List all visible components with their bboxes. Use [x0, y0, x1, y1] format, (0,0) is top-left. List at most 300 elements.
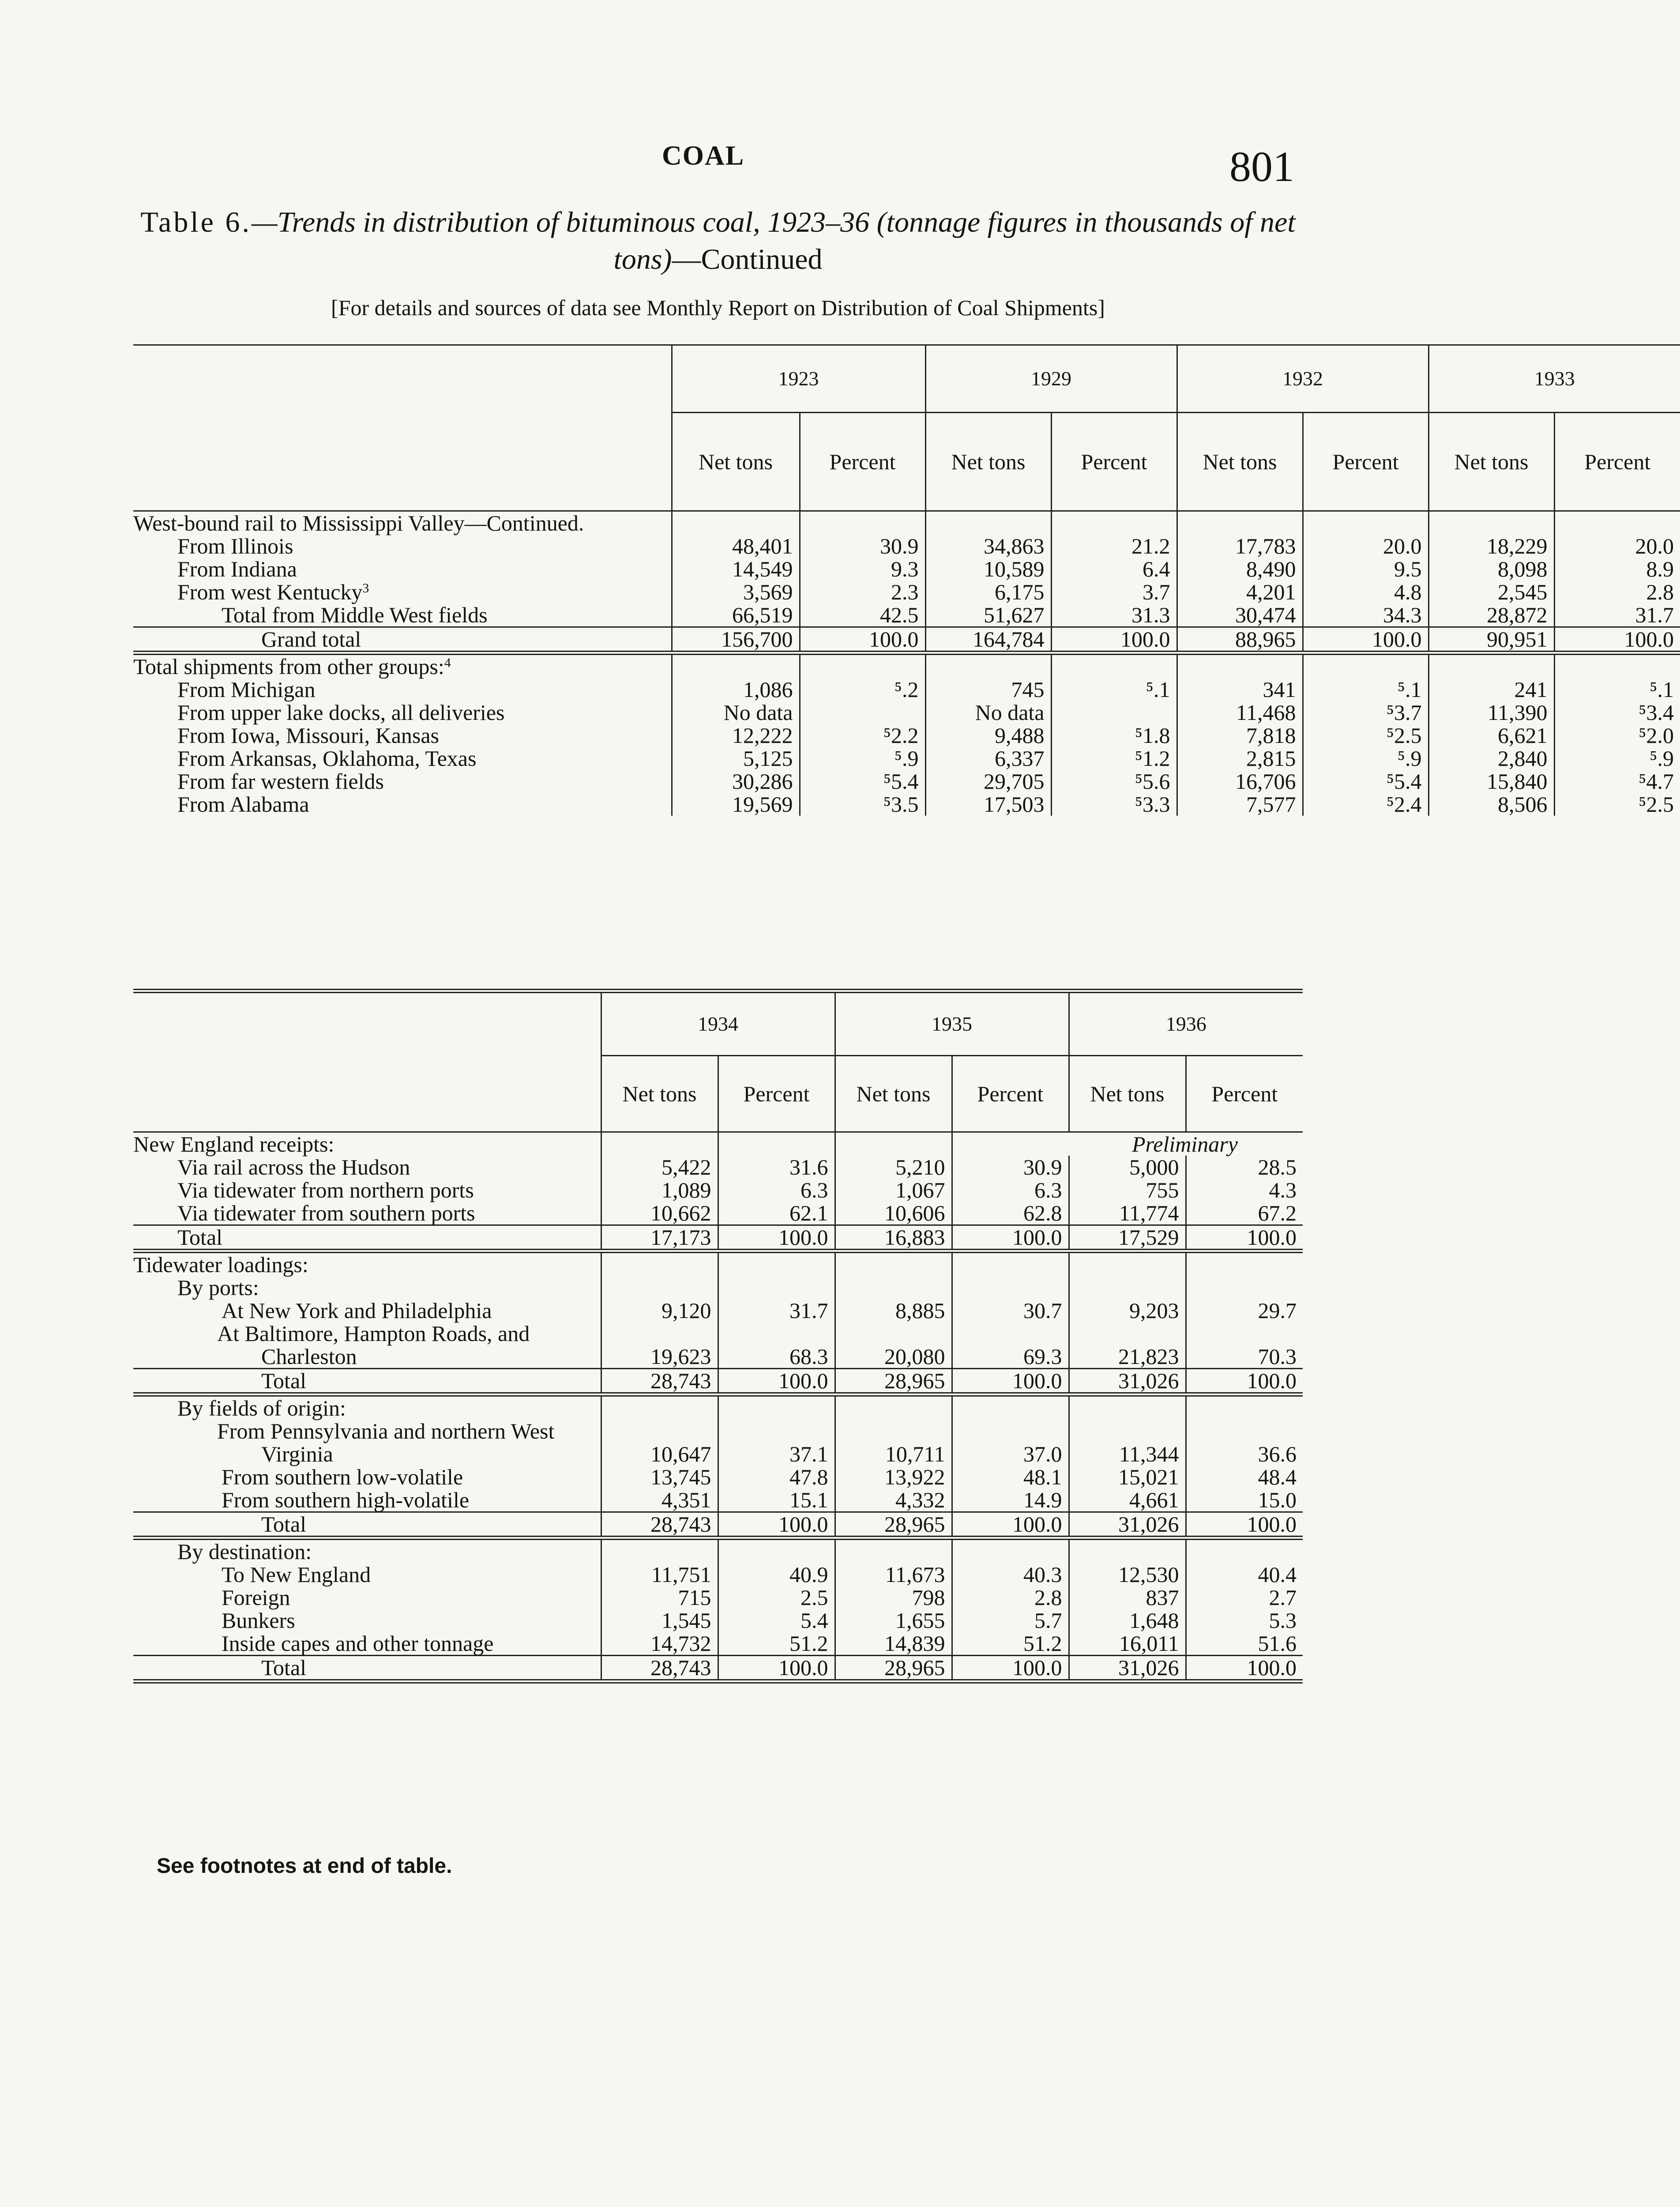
- stub-head: [133, 345, 672, 511]
- table-cell: 31,026: [1069, 1369, 1186, 1395]
- table-cell: [1428, 511, 1554, 535]
- row-label: [133, 557, 672, 580]
- row-label-text: From far western fields: [177, 769, 384, 794]
- table-cell: ⁵.2: [800, 678, 925, 701]
- table-cell: 47.8: [718, 1465, 835, 1488]
- row-label-text: From Illinois: [177, 534, 293, 558]
- row-label: [133, 1251, 601, 1276]
- row-label: [133, 724, 672, 747]
- row-label: [133, 580, 672, 603]
- table-cell: [1186, 1394, 1303, 1420]
- table-cell: ⁵3.3: [1051, 793, 1177, 816]
- table-cell: 17,173: [601, 1225, 718, 1251]
- table-cell: 3,569: [672, 580, 800, 603]
- row-label-text: Via rail across the Hudson: [177, 1155, 410, 1179]
- table-cell: 7,577: [1177, 793, 1303, 816]
- row-label: [133, 1132, 601, 1156]
- table-cell: 42.5: [800, 603, 925, 627]
- row-label-text: Total: [261, 1655, 307, 1680]
- year-header: 1923: [672, 345, 925, 413]
- row-label-text: At Baltimore, Hampton Roads, and Charleston: [217, 1321, 530, 1369]
- table-row: [133, 1586, 1303, 1609]
- table-cell: 68.3: [718, 1322, 835, 1369]
- table-row: [133, 1201, 1303, 1225]
- table-cell: 16,011: [1069, 1632, 1186, 1656]
- table-cell: [1554, 653, 1680, 678]
- table-cell: 51,627: [925, 603, 1051, 627]
- table-cell: 6.4: [1051, 557, 1177, 580]
- column-header: Net tons: [1069, 1056, 1186, 1132]
- table-cell: [1177, 511, 1303, 535]
- row-label-text: Inside capes and other tonnage: [222, 1631, 494, 1656]
- row-label-text: By destination:: [177, 1539, 312, 1564]
- table-cell: 100.0: [952, 1225, 1069, 1251]
- table-cell: 40.3: [952, 1563, 1069, 1586]
- row-label: [133, 511, 672, 535]
- table-cell: 11,751: [601, 1563, 718, 1586]
- table-cell: 48.4: [1186, 1465, 1303, 1488]
- table-cell: ⁵3.7: [1303, 701, 1428, 724]
- table-cell: [1186, 1251, 1303, 1276]
- table-cell: 1,089: [601, 1179, 718, 1201]
- row-label-text: From Pennsylvania and northern West Virginia: [217, 1419, 555, 1466]
- table-cell: 14,732: [601, 1632, 718, 1656]
- table-cell: 14,549: [672, 557, 800, 580]
- column-header: Percent: [1186, 1056, 1303, 1132]
- table-cell: [800, 653, 925, 678]
- table-cell: ⁵.1: [1051, 678, 1177, 701]
- table-cell: 67.2: [1186, 1201, 1303, 1225]
- table-cell: 10,606: [835, 1201, 952, 1225]
- table-cell: 29,705: [925, 770, 1051, 793]
- table-row: [133, 511, 1680, 535]
- table-cell: ⁵5.4: [800, 770, 925, 793]
- footnote-ref: 3: [362, 581, 369, 595]
- table-row: [133, 1512, 1303, 1538]
- table-cell: 20.0: [1554, 535, 1680, 557]
- table-cell: 9.3: [800, 557, 925, 580]
- table-cell: 2.5: [718, 1586, 835, 1609]
- table-cell: [718, 1394, 835, 1420]
- table-cell: ⁵1.2: [1051, 747, 1177, 770]
- page-number: 801: [1229, 143, 1294, 191]
- row-label: [133, 653, 672, 678]
- table-cell: 20.0: [1303, 535, 1428, 557]
- table-cell: 16,883: [835, 1225, 952, 1251]
- table-cell: 745: [925, 678, 1051, 701]
- table-cell: [952, 1251, 1069, 1276]
- table-row: [133, 747, 1680, 770]
- table-continued: —Continued: [672, 243, 823, 275]
- table-cell: 5,000: [1069, 1156, 1186, 1179]
- table-cell: 100.0: [718, 1656, 835, 1682]
- stub-head: [133, 991, 601, 1132]
- table-cell: [1303, 511, 1428, 535]
- table-cell: ⁵.1: [1554, 678, 1680, 701]
- table-cell: 5,210: [835, 1156, 952, 1179]
- table-row: [133, 1394, 1303, 1420]
- table-cell: 13,745: [601, 1465, 718, 1488]
- table-cell: 28,743: [601, 1656, 718, 1682]
- table-row: [133, 1632, 1303, 1656]
- table-cell: [835, 1276, 952, 1299]
- table-row: [133, 1251, 1303, 1276]
- year-header: 1934: [601, 991, 835, 1056]
- table-cell: 40.4: [1186, 1563, 1303, 1586]
- table-cell: 8.9: [1554, 557, 1680, 580]
- row-label: [133, 1512, 601, 1538]
- table-cell: [1303, 653, 1428, 678]
- table-cell: 30.9: [800, 535, 925, 557]
- row-label-text: From Arkansas, Oklahoma, Texas: [177, 746, 477, 771]
- year-header: 1932: [1177, 345, 1428, 413]
- row-label-text: From Iowa, Missouri, Kansas: [177, 723, 440, 748]
- table-cell: 3.7: [1051, 580, 1177, 603]
- table-cell: 31.3: [1051, 603, 1177, 627]
- row-label: [133, 1201, 601, 1225]
- table-cell: 30,286: [672, 770, 800, 793]
- table-cell: 9.5: [1303, 557, 1428, 580]
- table-cell: 18,229: [1428, 535, 1554, 557]
- table-cell: ⁵1.8: [1051, 724, 1177, 747]
- row-label-text: From Michigan: [177, 677, 316, 702]
- row-label: [133, 701, 672, 724]
- table-cell: 19,623: [601, 1322, 718, 1369]
- row-label: [133, 1394, 601, 1420]
- column-header: Net tons: [1428, 413, 1554, 511]
- table-cell: [718, 1538, 835, 1563]
- table-cell: [672, 511, 800, 535]
- table-row: [133, 701, 1680, 724]
- row-label: [133, 603, 672, 627]
- table-cell: 6,621: [1428, 724, 1554, 747]
- table-cell: 11,774: [1069, 1201, 1186, 1225]
- table-cell: 37.0: [952, 1420, 1069, 1465]
- table-cell: 100.0: [1554, 627, 1680, 653]
- row-label: [133, 1465, 601, 1488]
- year-header: 1929: [925, 345, 1177, 413]
- column-header: Net tons: [1177, 413, 1303, 511]
- table-cell: 31.7: [718, 1299, 835, 1322]
- row-label: [133, 1538, 601, 1563]
- table-row: [133, 1465, 1303, 1488]
- footnote: See footnotes at end of table.: [157, 1854, 452, 1878]
- table-cell: 17,783: [1177, 535, 1303, 557]
- table-row: [133, 1225, 1303, 1251]
- column-header: Percent: [952, 1056, 1069, 1132]
- footnote-ref: 4: [444, 655, 451, 670]
- table-cell: 1,086: [672, 678, 800, 701]
- table-cell: ⁵4.7: [1554, 770, 1680, 793]
- table-cell: 100.0: [1186, 1512, 1303, 1538]
- row-label-text: Foreign: [222, 1585, 290, 1610]
- table-cell: 100.0: [718, 1369, 835, 1395]
- table-cell: 31,026: [1069, 1656, 1186, 1682]
- table-cell: [925, 653, 1051, 678]
- table-cell: 9,203: [1069, 1299, 1186, 1322]
- row-label-text: Bunkers: [222, 1608, 295, 1633]
- table-cell: 156,700: [672, 627, 800, 653]
- row-label-text: Tidewater loadings:: [133, 1252, 308, 1277]
- table-cell: 15,840: [1428, 770, 1554, 793]
- row-label-text: At New York and Philadelphia: [222, 1298, 492, 1323]
- table-row: [133, 535, 1680, 557]
- table-row: [133, 557, 1680, 580]
- row-label: [133, 1656, 601, 1682]
- table-cell: 2,545: [1428, 580, 1554, 603]
- table-cell: 8,490: [1177, 557, 1303, 580]
- table-row: [133, 1488, 1303, 1512]
- table-row: [133, 1563, 1303, 1586]
- table-cell: 10,711: [835, 1420, 952, 1465]
- row-label: [133, 1609, 601, 1632]
- table-cell: 70.3: [1186, 1322, 1303, 1369]
- row-label-text: Grand total: [261, 627, 361, 652]
- table-row: [133, 724, 1680, 747]
- table-cell: 755: [1069, 1179, 1186, 1201]
- table-cell: 837: [1069, 1586, 1186, 1609]
- bottom-table: [133, 989, 1303, 1683]
- table-cell: 88,965: [1177, 627, 1303, 653]
- table-cell: [952, 1394, 1069, 1420]
- table-cell: 100.0: [952, 1369, 1069, 1395]
- table-row: [133, 793, 1680, 816]
- table-cell: [835, 1394, 952, 1420]
- table-cell: 31.7: [1554, 603, 1680, 627]
- year-header: 1935: [835, 991, 1069, 1056]
- row-label: [133, 1420, 601, 1465]
- table-cell: [718, 1251, 835, 1276]
- row-label: [133, 793, 672, 816]
- row-label: [133, 1179, 601, 1201]
- table-cell: 11,468: [1177, 701, 1303, 724]
- table-cell: [1069, 1251, 1186, 1276]
- table-cell: 8,506: [1428, 793, 1554, 816]
- table-cell: 10,647: [601, 1420, 718, 1465]
- table-cell: 6.3: [718, 1179, 835, 1201]
- table-cell: [601, 1251, 718, 1276]
- table-cell: 100.0: [952, 1512, 1069, 1538]
- row-label: [133, 1586, 601, 1609]
- table-cell: [952, 1276, 1069, 1299]
- table-row: [133, 1656, 1303, 1682]
- table-row: [133, 1609, 1303, 1632]
- row-label: [133, 1225, 601, 1251]
- table-cell: 21.2: [1051, 535, 1177, 557]
- table-cell: [601, 1276, 718, 1299]
- table-cell: 12,222: [672, 724, 800, 747]
- table-cell: 100.0: [718, 1512, 835, 1538]
- column-header: Percent: [1554, 413, 1680, 511]
- table-cell: 17,503: [925, 793, 1051, 816]
- table-cell: [718, 1132, 835, 1156]
- table-cell: [1177, 653, 1303, 678]
- row-label: [133, 1276, 601, 1299]
- table-cell: ⁵3.4: [1554, 701, 1680, 724]
- top-table: [133, 344, 1680, 816]
- table-cell: 1,067: [835, 1179, 952, 1201]
- table-cell: [835, 1132, 952, 1156]
- table-title: —Trends in distribution of bituminous coal, 1923–36 (tonnage figures in thousands of net tons): [251, 206, 1296, 275]
- table-row: [133, 1276, 1303, 1299]
- table-cell: [1069, 1276, 1186, 1299]
- table-cell: 341: [1177, 678, 1303, 701]
- table-cell: [1051, 653, 1177, 678]
- table-row: [133, 770, 1680, 793]
- row-label: [133, 1632, 601, 1656]
- table-cell: 2.8: [952, 1586, 1069, 1609]
- table-cell: 8,098: [1428, 557, 1554, 580]
- table-cell: 11,390: [1428, 701, 1554, 724]
- table-cell: [601, 1538, 718, 1563]
- table-cell: 28,743: [601, 1369, 718, 1395]
- table-cell: ⁵2.5: [1303, 724, 1428, 747]
- table-cell: 13,922: [835, 1465, 952, 1488]
- row-label: [133, 1369, 601, 1395]
- table-cell: [800, 511, 925, 535]
- table-cell: 5,125: [672, 747, 800, 770]
- table-cell: 48,401: [672, 535, 800, 557]
- table-cell: 51.6: [1186, 1632, 1303, 1656]
- column-header: Percent: [1303, 413, 1428, 511]
- table-cell: 31,026: [1069, 1512, 1186, 1538]
- row-label: [133, 1322, 601, 1369]
- table-row: [133, 627, 1680, 653]
- table-cell: 66,519: [672, 603, 800, 627]
- table-cell: [1428, 653, 1554, 678]
- table-cell: ⁵2.2: [800, 724, 925, 747]
- table-cell: 11,673: [835, 1563, 952, 1586]
- table-cell: 9,488: [925, 724, 1051, 747]
- table-cell: ⁵5.6: [1051, 770, 1177, 793]
- table-cell: 4,201: [1177, 580, 1303, 603]
- table-cell: 28.5: [1186, 1156, 1303, 1179]
- table-cell: 15,021: [1069, 1465, 1186, 1488]
- table-cell: 34.3: [1303, 603, 1428, 627]
- table-cell: 40.9: [718, 1563, 835, 1586]
- table-cell: ⁵5.4: [1303, 770, 1428, 793]
- row-label: [133, 1563, 601, 1586]
- table-cell: No data: [925, 701, 1051, 724]
- table-cell: 2,840: [1428, 747, 1554, 770]
- table-cell: 100.0: [1186, 1225, 1303, 1251]
- table-row: [133, 1299, 1303, 1322]
- table-cell: ⁵.9: [1303, 747, 1428, 770]
- table-row: [133, 1369, 1303, 1395]
- column-header: Net tons: [925, 413, 1051, 511]
- row-label-text: From southern high-volatile: [222, 1488, 470, 1512]
- table-row: [133, 1132, 1303, 1156]
- table-cell: [952, 1538, 1069, 1563]
- year-header: 1936: [1069, 991, 1303, 1056]
- table-note: [For details and sources of data see Monthly Report on Distribution of Coal Shipments]: [331, 295, 1105, 320]
- column-header: Percent: [800, 413, 925, 511]
- table-cell: 2.3: [800, 580, 925, 603]
- table-cell: [1186, 1538, 1303, 1563]
- column-header: Net tons: [835, 1056, 952, 1132]
- table-cell: [1051, 701, 1177, 724]
- row-label: [133, 678, 672, 701]
- table-cell: 10,589: [925, 557, 1051, 580]
- table-cell: 51.2: [952, 1632, 1069, 1656]
- table-cell: 28,872: [1428, 603, 1554, 627]
- table-cell: [835, 1538, 952, 1563]
- row-label-text: From Indiana: [177, 557, 297, 581]
- top-table-body: [133, 511, 1680, 816]
- preliminary-note: Preliminary: [1132, 1132, 1238, 1156]
- table-cell: 14,839: [835, 1632, 952, 1656]
- row-label: [133, 1156, 601, 1179]
- row-label-text: By ports:: [177, 1275, 259, 1300]
- table-cell: 7,818: [1177, 724, 1303, 747]
- table-cell: [952, 1132, 1069, 1156]
- table-cell: No data: [672, 701, 800, 724]
- table-cell: [601, 1394, 718, 1420]
- table-cell: [1069, 1394, 1186, 1420]
- table-cell: 1,648: [1069, 1609, 1186, 1632]
- table-cell: 2.8: [1554, 580, 1680, 603]
- table-cell: 4.3: [1186, 1179, 1303, 1201]
- table-cell: 5,422: [601, 1156, 718, 1179]
- column-header: Percent: [718, 1056, 835, 1132]
- row-label: [133, 1488, 601, 1512]
- table-cell: 19,569: [672, 793, 800, 816]
- row-label-text: Via tidewater from southern ports: [177, 1201, 475, 1225]
- table-cell: ⁵.9: [1554, 747, 1680, 770]
- row-label-text: Total: [177, 1225, 223, 1250]
- table-cell: 62.1: [718, 1201, 835, 1225]
- table-cell: 5.3: [1186, 1609, 1303, 1632]
- table-cell: 241: [1428, 678, 1554, 701]
- table-cell: 28,965: [835, 1656, 952, 1682]
- table-cell: ⁵.1: [1303, 678, 1428, 701]
- table-cell: 51.2: [718, 1632, 835, 1656]
- table-cell: [718, 1276, 835, 1299]
- table-cell: 17,529: [1069, 1225, 1186, 1251]
- table-cell: [1069, 1538, 1186, 1563]
- table-cell: 90,951: [1428, 627, 1554, 653]
- table-cell: ⁵2.0: [1554, 724, 1680, 747]
- table-cell: 5.7: [952, 1609, 1069, 1632]
- table-cell: [925, 511, 1051, 535]
- table-cell: 4.8: [1303, 580, 1428, 603]
- table-cell: 28,965: [835, 1369, 952, 1395]
- table-cell: 12,530: [1069, 1563, 1186, 1586]
- table-cell: 48.1: [952, 1465, 1069, 1488]
- row-label: [133, 627, 672, 653]
- table-cell: 69.3: [952, 1322, 1069, 1369]
- row-label-text: Total from Middle West fields: [222, 603, 488, 627]
- table-cell: 29.7: [1186, 1299, 1303, 1322]
- table-cell: 100.0: [1303, 627, 1428, 653]
- table-row: [133, 1538, 1303, 1563]
- table-cell: 164,784: [925, 627, 1051, 653]
- running-head: COAL: [662, 141, 745, 171]
- table-cell: 6,175: [925, 580, 1051, 603]
- row-label: [133, 1299, 601, 1322]
- row-label-text: West-bound rail to Mississippi Valley—Continued.: [133, 511, 584, 535]
- table-row: [133, 1179, 1303, 1201]
- table-cell: [1186, 1276, 1303, 1299]
- table-row: [133, 603, 1680, 627]
- table-cell: 15.0: [1186, 1488, 1303, 1512]
- table-cell: 16,706: [1177, 770, 1303, 793]
- table-cell: 9,120: [601, 1299, 718, 1322]
- table-cell: [672, 653, 800, 678]
- table-cell: 4,332: [835, 1488, 952, 1512]
- table-cell: 30.7: [952, 1299, 1069, 1322]
- row-label-text: New England receipts:: [133, 1132, 334, 1156]
